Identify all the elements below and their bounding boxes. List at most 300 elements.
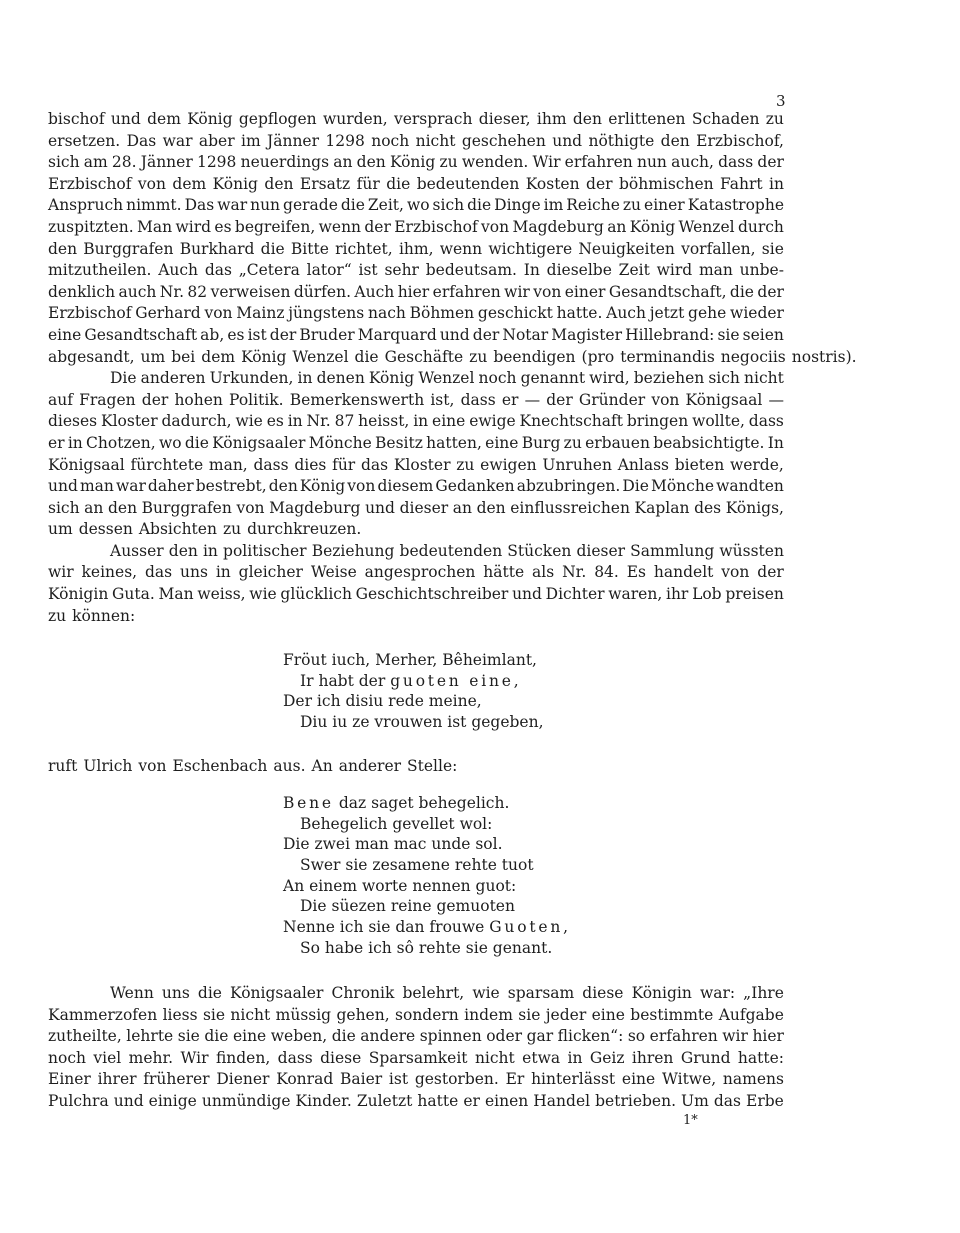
word: Sparsamkeit [368,1048,468,1067]
word: abgesandt, [48,347,135,366]
word: Knechtschaft [519,412,623,431]
word: oder [486,1027,523,1046]
word: hatte: [737,1048,784,1067]
word: von [138,757,167,775]
text-line [48,1091,784,1113]
word: Jänner [140,153,193,172]
text-line [48,1048,784,1070]
word: Burg [521,433,561,452]
word: sie [177,1027,200,1046]
word: preisen [725,585,784,604]
word: war [217,196,248,215]
word: In [767,433,784,452]
word: Dichter [545,585,605,604]
word: zu [622,196,642,215]
word: dass [748,412,784,431]
word: der [364,217,391,236]
word: erfahren [649,1027,718,1046]
word: In [523,261,540,280]
word: hier [752,1027,784,1046]
text-line [48,1069,784,1091]
verse-quote-2 [283,793,568,959]
word: im [543,196,564,215]
word: nicht [415,131,456,150]
word: in [67,433,83,452]
word: zu [563,433,582,452]
word: der [757,563,784,582]
word: Magdeburg [512,217,604,236]
word: zutheilte, [48,1027,122,1046]
word: Unruhen [542,455,612,474]
word: erbauen [585,433,650,452]
word: ist [247,325,267,344]
word: sie [202,1005,226,1024]
text-line [48,411,784,433]
word: belehrt, [402,984,465,1002]
word: ihm, [398,239,434,258]
word: Grund [680,1048,731,1067]
word: und [110,110,141,128]
word: wir [722,1027,748,1046]
signature-mark: 1* [683,1113,698,1128]
word: Bemerkenswerth [289,390,425,409]
word: Neuigkeiten [578,239,675,258]
word: Auch [158,261,199,280]
word: auch, [671,153,714,172]
word: werde, [729,455,784,474]
interlude-text [48,756,784,778]
word: früherer [143,1070,210,1089]
text-line [48,174,784,196]
word: finden, [215,1048,271,1067]
word: diesem [377,477,434,496]
word: jetzt [649,304,685,323]
word: es [266,412,284,431]
word: sich [708,369,740,388]
word: dürfen. [293,282,351,301]
word: böhmischen [618,174,714,193]
word: der [757,153,784,172]
word: Eschenbach [172,757,268,775]
word: erlittenen [608,110,686,128]
word: einige [148,1091,197,1110]
word: die [340,196,365,215]
word: nach [367,304,406,323]
word: wüssten [719,541,784,560]
word: ersetzen. [48,131,121,150]
word: sondern [395,1005,459,1024]
text-line [48,983,784,1005]
word: Königsaaler [212,433,306,452]
text-line [48,195,784,217]
word: indem [464,1005,513,1024]
word: wieder [730,304,784,323]
word: ist [358,261,378,280]
word: Königin [631,984,692,1002]
word: Stücken [507,541,572,560]
word: angesprochen [364,563,476,582]
word: 1298 [196,153,237,172]
word: Man [137,217,173,236]
word: eine [48,325,82,344]
word: und [552,131,583,150]
text-line [48,498,784,520]
word: Erzbischof [48,304,132,323]
word: König [389,153,436,172]
word: Fragen [79,390,136,409]
word: Magdeburg [269,498,361,517]
word: nöthigte [588,131,655,150]
word: hier [397,282,430,301]
word: Dinge [494,196,541,215]
word: an [607,217,627,236]
word: zu [439,153,458,172]
word: für [332,455,356,474]
word: gestorben. [414,1070,499,1089]
word: nun [250,196,281,215]
word: dies [294,455,327,474]
verse-line: Nenne ich sie dan frouwe Guoten, [283,918,569,937]
verse-line: Die süezen reine gemuoten [300,897,515,916]
word: dieser, [478,110,531,128]
word: auf [48,390,73,409]
word: Mönche [650,477,715,496]
word: „Ihre [743,984,784,1002]
word: begreifen, [234,217,316,236]
word: war [162,131,193,150]
word: ewigen [480,455,537,474]
word: Gerhard [135,304,201,323]
word: als [532,563,555,582]
word: von [236,498,265,517]
text-line [48,368,784,390]
text-line [48,455,784,477]
text-line [48,584,784,606]
word: Witwe, [661,1070,717,1089]
word: Politik. [229,390,284,409]
word: Nr. [306,412,331,431]
word: in [769,174,784,193]
word: Das [126,131,157,150]
verse-line: Swer sie zesamene rehte tuot [300,856,534,875]
word: handelt [653,563,714,582]
word: politischer [223,541,307,560]
word: von [481,217,510,236]
word: flicken“: [557,1027,624,1046]
word: Handel [533,1091,591,1110]
word: genannt [520,369,586,388]
word: König [212,174,258,193]
text-line [48,152,784,174]
word: und [113,1091,144,1110]
word: Wenn [110,984,154,1002]
word: erfahren [432,282,501,301]
word: gar [526,1027,554,1046]
word: Königsaal [685,390,763,409]
word: ist, [430,390,455,409]
word: Absichten [138,520,217,539]
word: wollte, [692,412,745,431]
word: können: [72,606,136,625]
word: einer [564,282,606,301]
word: ihr [665,585,689,604]
text-line [48,756,784,778]
word: Königsaal [48,455,125,474]
word: die [260,239,285,258]
word: geschehen [461,131,546,150]
text-line [48,347,857,369]
word: 87 [334,412,355,431]
word: wenn [439,239,483,258]
word: Diener [216,1070,270,1089]
word: zu [469,347,488,366]
word: Beziehung [311,541,395,560]
word: hatte [417,1091,459,1110]
text-line [48,1026,784,1048]
word: denklich [48,282,116,301]
word: in [413,412,429,431]
word: Urkunden, [209,369,294,388]
word: spinnen [419,1027,482,1046]
word: um [140,347,166,366]
word: von [137,174,166,193]
word: Konrad [276,1070,334,1089]
word: die [386,174,411,193]
word: dass [277,1048,313,1067]
word: sie [518,1005,541,1024]
verse-line: Der ich disiu rede meine, [283,692,482,711]
word: einflussreichen [510,498,630,517]
word: wenden. [461,153,529,172]
word: es [214,217,232,236]
word: Stelle: [407,757,458,775]
word: ihrer [97,1070,137,1089]
word: einer [644,196,685,215]
word: bestimmte [630,1005,714,1024]
word: dem [201,347,236,366]
word: Wir [180,1048,209,1067]
word: Chotzen, [86,433,156,452]
body-text-bottom [48,983,784,1113]
word: Katastrophe [687,196,784,215]
word: eine [621,1070,656,1089]
word: (pro [581,347,615,366]
word: die [184,433,209,452]
word: von [533,282,562,301]
word: in [287,412,303,431]
word: König [187,110,233,128]
word: es [227,325,245,344]
word: — [524,390,541,409]
word: versprach [393,110,473,128]
word: lator“ [306,261,352,280]
word: war [115,477,146,496]
word: mitzutheilen. [48,261,152,280]
word: betrieben. [595,1091,676,1110]
word: von [347,477,376,496]
word: am [83,153,108,172]
text-line [48,260,784,282]
word: Marquard [357,325,437,344]
word: viel [93,1048,122,1067]
word: Gründer [578,390,646,409]
word: Bitte [290,239,329,258]
word: Hillebrand: [625,325,715,344]
word: ruft [48,757,78,775]
word: Erzbischof, [696,131,784,150]
word: namens [722,1070,784,1089]
word: 28. [111,153,137,172]
word: um [48,520,73,539]
word: gleicher [238,563,303,582]
word: ist [388,1070,409,1089]
word: ihm [536,110,567,128]
word: — [768,390,784,409]
word: hatte. [556,304,603,323]
word: hohen [174,390,223,409]
word: man [698,261,733,280]
word: wird, [589,369,630,388]
word: glücklich [280,585,352,604]
word: und [365,498,395,517]
word: Fahrt [720,174,763,193]
word: war: [699,984,736,1002]
word: verweisen [210,282,291,301]
word: bedeutsam. [425,261,517,280]
text-line [48,217,784,239]
word: den [268,477,298,496]
word: Guta. [112,585,155,604]
text-line [48,433,784,455]
word: Anspruch [48,196,124,215]
verse-quote-1 [283,650,544,733]
word: geschickt [477,304,553,323]
verse-line: An einem worte nennen guot: [283,876,517,895]
word: 82 [187,282,208,301]
word: Lob [692,585,722,604]
word: bischof [48,110,105,128]
word: müssig [275,1005,332,1024]
word: Zeit [618,261,650,280]
word: erfahren [564,153,633,172]
word: für [356,174,380,193]
word: in [215,563,231,582]
word: der [472,325,500,344]
word: Kinder. [295,1091,352,1110]
word: noch [48,1048,86,1067]
word: seien [742,325,784,344]
word: im [240,131,261,150]
text-line [48,303,784,325]
word: eine [232,1027,267,1046]
word: an [452,498,472,517]
word: dass [460,390,496,409]
verse-line: Behegelich gevellet wol: [300,814,493,833]
word: Böhmen [409,304,475,323]
word: des [694,498,722,517]
word: bei [171,347,196,366]
verse-line: So habe ich sô rehte sie genant. [300,938,553,957]
word: dieses [48,412,98,431]
verse-line: Fröut iuch, Merher, Bêheimlant, [283,651,537,669]
word: Nr. [159,282,184,301]
word: Mönche [308,433,372,452]
word: gerade [283,196,338,215]
word: wird [175,217,212,236]
word: Es [626,563,647,582]
word: jüngstens [288,304,365,323]
word: andere [360,1027,416,1046]
word: gehen, [336,1005,390,1024]
word: Man [158,585,194,604]
word: dieselbe [546,261,612,280]
word: Jänner [267,131,320,150]
word: Das [184,196,215,215]
word: unbe- [739,261,784,280]
word: sich [432,196,465,215]
word: anderer [338,757,402,775]
word: so [627,1027,646,1046]
word: nicht [230,1005,271,1024]
text-line [48,541,784,563]
word: die [354,347,379,366]
word: uns [180,563,208,582]
word: man, [208,455,248,474]
word: sie [717,325,740,344]
word: wie [249,585,277,604]
word: denen [316,369,365,388]
word: wie [235,412,263,431]
word: unmündige [201,1091,291,1110]
word: keines, [81,563,138,582]
word: er [501,390,519,409]
word: heisst, [358,412,410,431]
word: das [144,563,173,582]
word: zu [222,520,242,539]
word: Wenzel [678,217,735,236]
word: die [197,984,222,1002]
word: fürchtete [130,455,204,474]
word: Die [622,477,649,496]
word: anderen [140,369,206,388]
word: dass [253,455,289,474]
word: bedeutenden [399,541,503,560]
word: der [269,325,297,344]
word: Gesandtschaft [84,325,198,344]
word: Besitz [375,433,423,452]
word: zu [48,606,67,625]
word: Chronik [331,984,395,1002]
word: ewige [469,412,516,431]
word: Baier [340,1070,383,1089]
word: aber [198,131,235,150]
word: Königs, [725,498,784,517]
word: etwa [522,1048,561,1067]
word: von [651,390,680,409]
word: nimmt. [126,196,182,215]
word: sehr [384,261,419,280]
word: Wenzel [418,369,475,388]
word: den [572,110,602,128]
word: neuerdings [240,153,330,172]
word: waren, [608,585,663,604]
word: den [48,239,78,258]
word: auch [118,282,157,301]
word: Um [681,1091,709,1110]
text-line [48,562,784,584]
word: ihren [631,1048,674,1067]
word: wird [656,261,693,280]
